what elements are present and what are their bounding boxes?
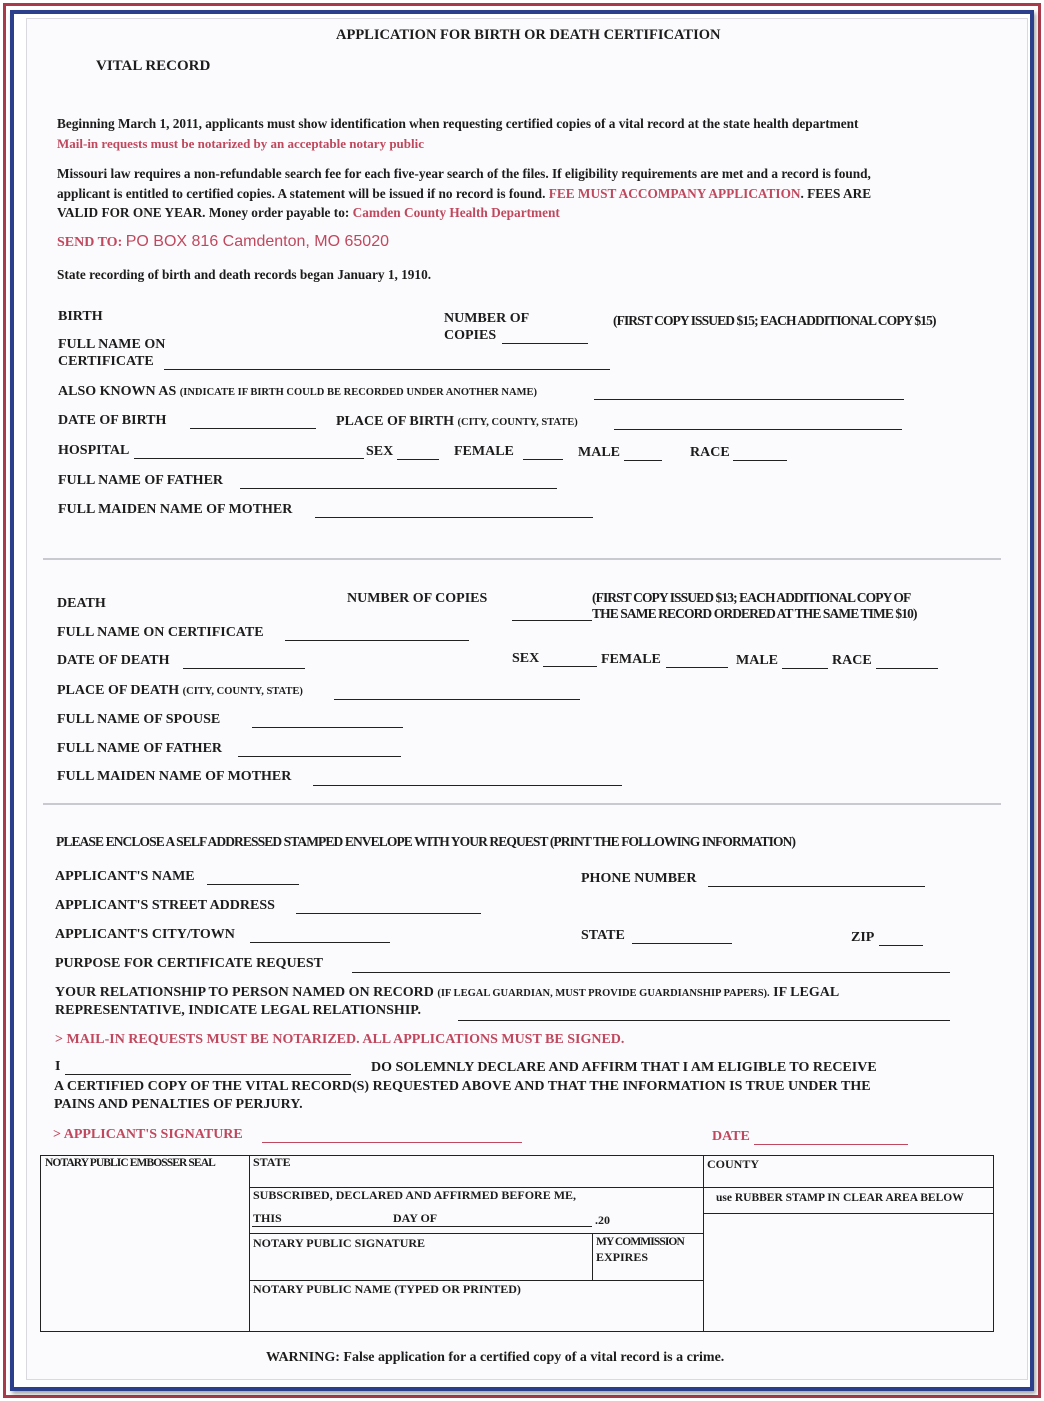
notary-date-field[interactable] <box>252 1226 592 1227</box>
rubber-stamp-note: use RUBBER STAMP IN CLEAR AREA BELOW <box>716 1192 964 1204</box>
birth-pob-note: (CITY, COUNTY, STATE) <box>457 417 578 428</box>
send-to-label: SEND TO: <box>57 235 123 250</box>
state-field[interactable] <box>632 943 732 944</box>
fee-must-accompany: FEE MUST ACCOMPANY APPLICATION <box>548 186 801 201</box>
relationship-tail: IF LEGAL <box>773 985 840 1000</box>
death-race-field[interactable] <box>876 668 938 669</box>
signature-field[interactable] <box>262 1142 522 1143</box>
birth-pob-field[interactable] <box>614 429 902 430</box>
declare-line-3: PAINS AND PENALTIES OF PERJURY. <box>54 1097 303 1112</box>
birth-male-label: MALE <box>578 445 620 460</box>
birth-female-label: FEMALE <box>454 444 514 459</box>
subscribed-label: SUBSCRIBED, DECLARED AND AFFIRMED BEFORE ME, <box>253 1188 577 1202</box>
envelope-note: PLEASE ENCLOSE A SELF ADDRESSED STAMPED ENVELOPE WITH YOUR REQUEST (PRINT THE FOLLOWING INFORMATION) <box>56 834 796 849</box>
footer-warning <box>266 1350 724 1366</box>
death-sex-label: SEX <box>512 651 540 666</box>
relationship-line-1 <box>55 985 839 1001</box>
zip-label: ZIP <box>851 930 875 945</box>
notary-county-label: COUNTY <box>707 1157 760 1171</box>
declare-line-1: DO SOLEMNLY DECLARE AND AFFIRM THAT I AM ELIGIBLE TO RECEIVE <box>371 1060 877 1075</box>
city-label: APPLICANT'S CITY/TOWN <box>55 927 235 942</box>
send-to-address: PO BOX 816 Camdenton, MO 65020 <box>125 233 389 250</box>
birth-dob-field[interactable] <box>190 428 316 429</box>
relationship-field[interactable] <box>458 1020 950 1021</box>
birth-race-field[interactable] <box>733 460 787 461</box>
id-notice: Beginning March 1, 2011, applicants must show identification when requesting certified copies of a vital record at the state health department <box>57 116 859 131</box>
death-mother-label: FULL MAIDEN NAME OF MOTHER <box>57 769 292 784</box>
death-fee-note-1: (FIRST COPY ISSUED $13; EACH ADDITIONAL COPY OF <box>592 590 911 605</box>
death-pod <box>57 683 303 699</box>
death-female-label: FEMALE <box>601 652 661 667</box>
birth-sex-field[interactable] <box>397 459 439 460</box>
death-female-field[interactable] <box>666 667 728 668</box>
birth-mother-label: FULL MAIDEN NAME OF MOTHER <box>58 502 293 517</box>
birth-dob-label: DATE OF BIRTH <box>58 413 167 428</box>
birth-pob <box>336 414 578 430</box>
notary-state-label: STATE <box>253 1155 291 1169</box>
state-recording-note: State recording of birth and death records began January 1, 1910. <box>57 267 432 282</box>
relationship-line-2: REPRESENTATIVE, INDICATE LEGAL RELATIONSHIP. <box>55 1003 422 1018</box>
section-divider <box>43 558 1001 560</box>
notary-table-rule <box>703 1213 994 1214</box>
death-male-label: MALE <box>736 653 778 668</box>
birth-copies-label-2: COPIES <box>444 328 497 343</box>
applicant-name-label: APPLICANT'S NAME <box>55 869 195 884</box>
signature-label: > APPLICANT'S SIGNATURE <box>53 1127 243 1142</box>
birth-hospital-label: HOSPITAL <box>58 443 130 458</box>
death-heading: DEATH <box>57 596 106 611</box>
death-pod-label: PLACE OF DEATH <box>57 683 180 698</box>
phone-field[interactable] <box>708 886 925 887</box>
death-dod-field[interactable] <box>183 668 305 669</box>
embosser-seal-label: NOTARY PUBLIC EMBOSSER SEAL <box>45 1157 215 1169</box>
birth-aka-note: (INDICATE IF BIRTH COULD BE RECORDED UNDER ANOTHER NAME) <box>179 387 537 398</box>
notary-table-rule <box>249 1280 703 1281</box>
notary-table-divider <box>249 1155 250 1332</box>
notary-table-divider <box>703 1155 704 1332</box>
date-label: DATE <box>712 1129 750 1144</box>
zip-field[interactable] <box>879 945 923 946</box>
birth-father-label: FULL NAME OF FATHER <box>58 473 224 488</box>
birth-aka-field[interactable] <box>594 399 904 400</box>
applicant-name-field[interactable] <box>207 884 299 885</box>
declare-line-2: A CERTIFIED COPY OF THE VITAL RECORD(S) REQUESTED ABOVE AND THAT THE INFORMATION IS TRUE UNDER THE <box>54 1079 871 1094</box>
send-to <box>57 233 389 251</box>
death-father-field[interactable] <box>238 756 401 757</box>
birth-copies-label-1: NUMBER OF <box>444 311 530 326</box>
death-pod-note: (CITY, COUNTY, STATE) <box>182 686 303 697</box>
payee-name: Camden County Health Department <box>352 205 560 220</box>
birth-full-name-label-2: CERTIFICATE <box>58 354 154 369</box>
form-subtitle: VITAL RECORD <box>96 58 211 74</box>
form-title: APPLICATION FOR BIRTH OR DEATH CERTIFICATION <box>336 27 721 43</box>
birth-hospital-field[interactable] <box>134 458 364 459</box>
birth-aka-label: ALSO KNOWN AS <box>58 384 177 399</box>
state-label: STATE <box>581 928 625 943</box>
birth-female-field[interactable] <box>523 459 563 460</box>
city-field[interactable] <box>250 942 390 943</box>
year-label: .20 <box>595 1213 610 1227</box>
birth-aka <box>58 384 537 400</box>
law-line-2 <box>57 186 871 202</box>
day-of-label: DAY OF <box>393 1211 438 1225</box>
this-label: THIS <box>253 1211 282 1225</box>
notary-table-rule <box>703 1187 994 1188</box>
declarant-name-field[interactable] <box>65 1074 351 1075</box>
purpose-field[interactable] <box>352 972 950 973</box>
death-copies-field[interactable] <box>512 620 592 621</box>
birth-full-name-label-1: FULL NAME ON <box>58 337 166 352</box>
notary-table-divider <box>592 1233 593 1280</box>
birth-fee-note: (FIRST COPY ISSUED $15; EACH ADDITIONAL COPY $15) <box>613 313 936 328</box>
phone-label: PHONE NUMBER <box>581 871 697 886</box>
birth-male-field[interactable] <box>624 460 662 461</box>
death-race-label: RACE <box>832 653 872 668</box>
money-order-text: VALID FOR ONE YEAR. Money order payable to: <box>57 205 350 220</box>
notary-notice: Mail-in requests must be notarized by an acceptable notary public <box>57 136 425 151</box>
footer-warning-text: False application for a certified copy of a vital record is a crime. <box>343 1350 725 1365</box>
death-sex-field[interactable] <box>543 666 597 667</box>
declare-i: I <box>55 1059 61 1074</box>
birth-copies-field[interactable] <box>502 343 588 344</box>
birth-race-label: RACE <box>690 445 730 460</box>
birth-mother-field[interactable] <box>315 517 593 518</box>
footer-warning-label: WARNING: <box>266 1350 340 1365</box>
date-field[interactable] <box>754 1144 908 1145</box>
birth-pob-label: PLACE OF BIRTH <box>336 414 455 429</box>
death-full-name-label: FULL NAME ON CERTIFICATE <box>57 625 264 640</box>
notary-name-label: NOTARY PUBLIC NAME (TYPED OR PRINTED) <box>253 1282 521 1296</box>
law-line-2-text: applicant is entitled to certified copies. A statement will be issued if no record is found. <box>57 186 546 201</box>
death-male-field[interactable] <box>782 668 828 669</box>
birth-sex-label: SEX <box>366 444 394 459</box>
purpose-label: PURPOSE FOR CERTIFICATE REQUEST <box>55 956 324 971</box>
section-divider <box>43 803 1001 805</box>
death-pod-field[interactable] <box>334 699 580 700</box>
fees-are-text: . FEES ARE <box>800 186 872 201</box>
death-spouse-label: FULL NAME OF SPOUSE <box>57 712 221 727</box>
death-copies-label: NUMBER OF COPIES <box>347 591 488 606</box>
commission-label-2: EXPIRES <box>596 1250 649 1264</box>
street-field[interactable] <box>296 913 481 914</box>
notary-table <box>40 1155 994 1332</box>
notary-signature-label: NOTARY PUBLIC SIGNATURE <box>253 1236 426 1250</box>
death-mother-field[interactable] <box>313 785 622 786</box>
death-father-label: FULL NAME OF FATHER <box>57 741 223 756</box>
law-line-1: Missouri law requires a non-refundable search fee for each five-year search of the files. If eligibility requirements are met and a record is found, <box>57 166 871 181</box>
death-fee-note-2: THE SAME RECORD ORDERED AT THE SAME TIME $10) <box>592 606 917 621</box>
death-full-name-field[interactable] <box>285 640 469 641</box>
birth-father-field[interactable] <box>240 488 557 489</box>
death-dod-label: DATE OF DEATH <box>57 653 170 668</box>
law-line-3 <box>57 205 560 221</box>
birth-heading: BIRTH <box>58 309 103 324</box>
street-label: APPLICANT'S STREET ADDRESS <box>55 898 275 913</box>
notarize-warning: > MAIL-IN REQUESTS MUST BE NOTARIZED. ALL APPLICATIONS MUST BE SIGNED. <box>55 1032 625 1047</box>
notary-table-rule <box>249 1233 703 1234</box>
birth-full-name-field[interactable] <box>164 369 610 370</box>
relationship-note: (IF LEGAL GUARDIAN, MUST PROVIDE GUARDIANSHIP PAPERS). <box>437 988 770 999</box>
death-spouse-field[interactable] <box>252 727 403 728</box>
commission-label-1: MY COMMISSION <box>596 1236 684 1248</box>
relationship-label: YOUR RELATIONSHIP TO PERSON NAMED ON RECORD <box>55 985 434 1000</box>
